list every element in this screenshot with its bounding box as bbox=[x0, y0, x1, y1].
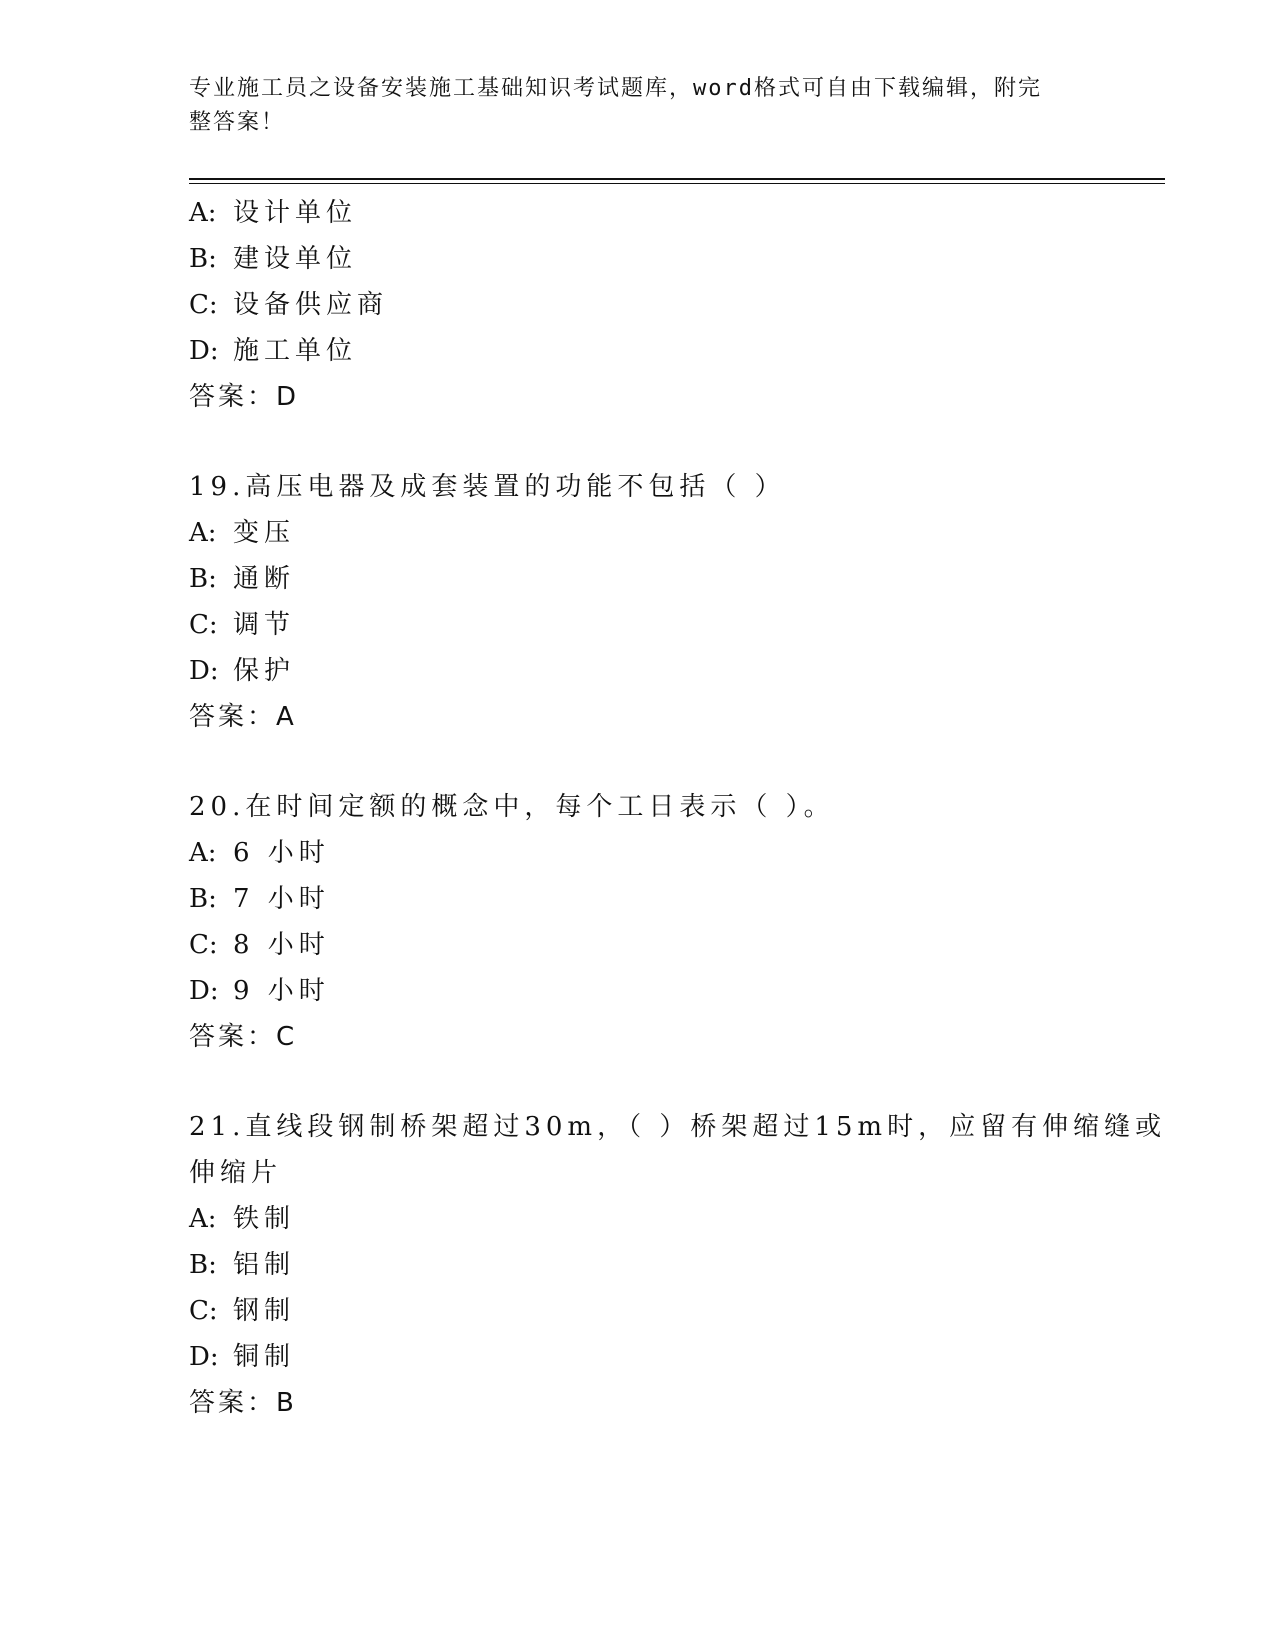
document-body bbox=[189, 190, 1167, 1426]
question-title: 19.高压电器及成套装置的功能不包括（ ） bbox=[189, 472, 786, 502]
option-c: C: 调节 bbox=[189, 610, 296, 640]
option-b: B: 铝制 bbox=[189, 1250, 296, 1280]
answer-line: 答案：C bbox=[189, 1022, 298, 1052]
header-divider-thin bbox=[189, 183, 1165, 184]
answer-line: 答案：B bbox=[189, 1388, 297, 1418]
option-a: A: 铁制 bbox=[189, 1204, 296, 1234]
option-d: D: 铜制 bbox=[189, 1342, 296, 1372]
option-d: D: 9 小时 bbox=[189, 976, 330, 1006]
question-19 bbox=[189, 464, 1119, 740]
question-title-line-1: 21.直线段钢制桥架超过30m，（ ）桥架超过15m时，应留有伸缩缝或 bbox=[189, 1112, 1167, 1142]
option-c: C: 钢制 bbox=[189, 1296, 296, 1326]
header-line-2: 整答案！ bbox=[189, 110, 286, 135]
question-21 bbox=[189, 1104, 1167, 1426]
option-a: A: 设计单位 bbox=[189, 198, 358, 228]
header-divider-thick bbox=[189, 178, 1165, 180]
question-title-line-2: 伸缩片 bbox=[189, 1158, 283, 1188]
option-b: B: 建设单位 bbox=[189, 244, 358, 274]
question-18-continued bbox=[189, 190, 1119, 420]
header-line-1: 专业施工员之设备安装施工基础知识考试题库，word格式可自由下载编辑，附完 bbox=[189, 76, 1042, 101]
option-d: D: 施工单位 bbox=[189, 336, 358, 366]
option-c: C: 设备供应商 bbox=[189, 290, 389, 320]
answer-line: 答案：A bbox=[189, 702, 297, 732]
option-b: B: 7 小时 bbox=[189, 884, 330, 914]
option-c: C: 8 小时 bbox=[189, 930, 330, 960]
option-d: D: 保护 bbox=[189, 656, 296, 686]
question-title: 20.在时间定额的概念中，每个工日表示（ ）。 bbox=[189, 792, 835, 822]
option-a: A: 变压 bbox=[189, 518, 296, 548]
answer-line: 答案：D bbox=[189, 382, 300, 412]
question-20 bbox=[189, 784, 1119, 1060]
option-a: A: 6 小时 bbox=[189, 838, 330, 868]
document-header bbox=[189, 72, 1069, 140]
option-b: B: 通断 bbox=[189, 564, 296, 594]
